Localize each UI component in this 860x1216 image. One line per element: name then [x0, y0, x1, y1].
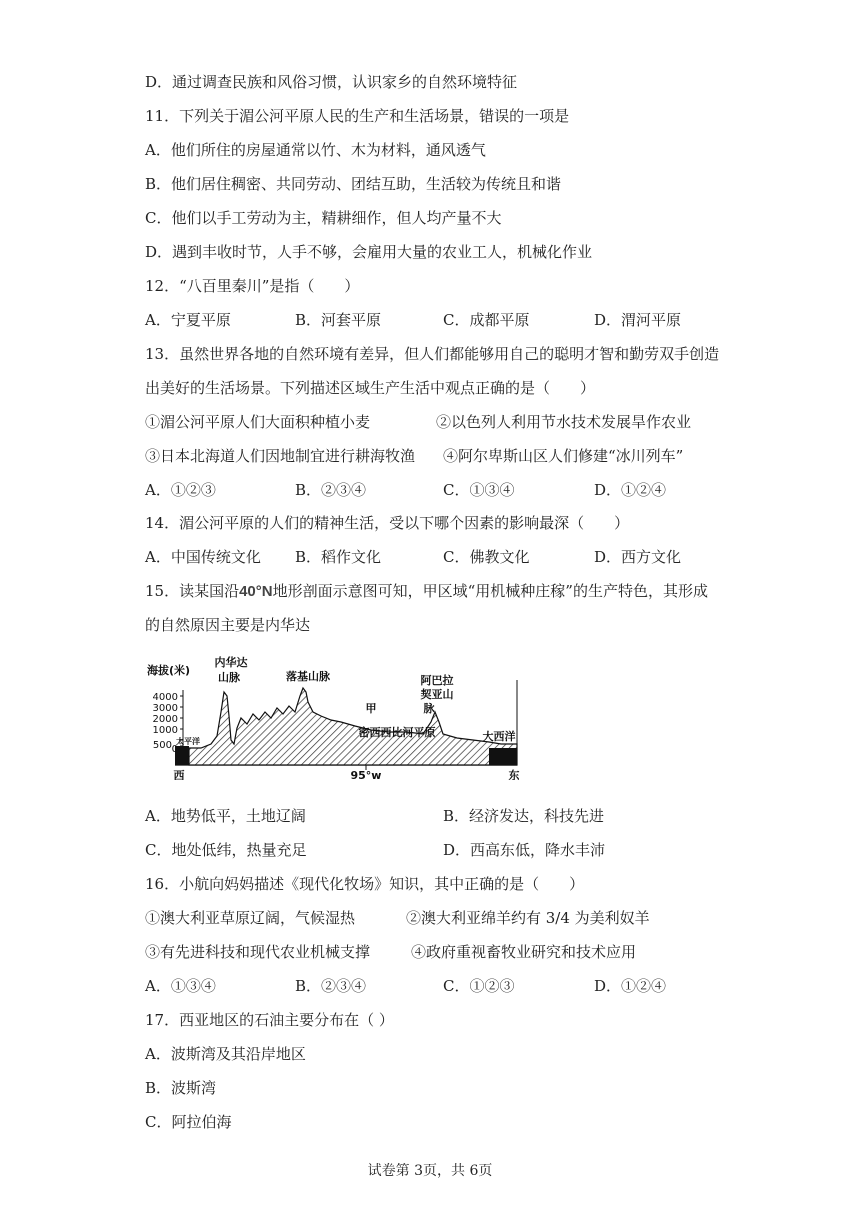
- y-tick-label: 3000: [152, 703, 178, 714]
- question-12-option: D．渭河平原: [594, 311, 682, 329]
- question-11-option-c: C．他们以手工劳动为主，精耕细作，但人均产量不大: [145, 209, 502, 227]
- pacific-label: 太平洋: [176, 737, 200, 746]
- question-15-option: A．地势低平，土地辽阔: [145, 807, 306, 825]
- question-16-option: C．①②③: [443, 977, 515, 995]
- question-16-option: D．①②④: [594, 977, 667, 995]
- y-tick-label: 2000: [152, 714, 178, 725]
- y-tick-label: 0: [171, 744, 178, 755]
- question-14-option: C．佛教文化: [443, 548, 530, 566]
- question-15-option: C．地处低纬，热量充足: [145, 841, 307, 859]
- mississippi-plain-label: 密西西比河平原: [358, 726, 436, 739]
- question-17-option-c: C．阿拉伯海: [145, 1113, 232, 1131]
- question-14-option: D．西方文化: [594, 548, 682, 566]
- question-11-stem: 11．下列关于湄公河平原人民的生产和生活场景，错误的一项是: [145, 107, 570, 125]
- appalachian-label: 契亚山: [420, 688, 454, 701]
- atlantic-label: 大西洋: [482, 730, 516, 743]
- question-16-statement: ④政府重视畜牧业研究和技术应用: [411, 943, 637, 961]
- question-13-stem: 13．虽然世界各地的自然环境有差异，但人们都能够用自己的聪明才智和勤劳双手创造: [145, 345, 720, 363]
- terrain-profile: [189, 688, 517, 765]
- question-15-stem-continued: 的自然原因主要是内华达: [145, 616, 311, 634]
- page-footer: 试卷第 3页，共 6页: [367, 1163, 493, 1179]
- question-17-stem: 17．西亚地区的石油主要分布在（ ）: [145, 1011, 394, 1029]
- question-17-option-b: B．波斯湾: [145, 1079, 217, 1097]
- question-12-option: B．河套平原: [295, 311, 382, 329]
- meridian-label: 95°w: [350, 769, 382, 780]
- question-15-stem-rest: 地形剖面示意图可知，甲区域“用机械种庄稼”的生产特色，其形成: [272, 582, 708, 600]
- terrain-profile-figure: [145, 652, 525, 780]
- question-15-option: D．西高东低，降水丰沛: [443, 841, 606, 859]
- question-13-statement: ③日本北海道人们因地制宜进行耕海牧渔: [145, 447, 416, 465]
- y-tick-label: 1000: [152, 725, 178, 736]
- question-16-option: B．②③④: [295, 977, 367, 995]
- question-11-option-b: B．他们居住稠密、共同劳动、团结互助，生活较为传统且和谐: [145, 175, 562, 193]
- appalachian-label: 阿巴拉: [420, 674, 454, 687]
- y-tick-label: 500: [152, 740, 172, 751]
- question-12-option: A．宁夏平原: [145, 311, 231, 329]
- question-16-statement: ③有先进科技和现代农业机械支撑: [145, 943, 371, 961]
- appalachian-label: 脉: [423, 702, 435, 715]
- y-tick-label: 4000: [152, 692, 178, 703]
- question-13-stem-continued: 出美好的生活场景。下列描述区域生产生活中观点正确的是（ ）: [145, 379, 596, 397]
- y-axis-label: 海拔(米): [147, 664, 191, 677]
- nevada-label: 山脉: [218, 671, 240, 684]
- question-13-option: A．①②③: [145, 481, 216, 499]
- question-16-statement: ②澳大利亚绵羊约有 3/4 为美利奴羊: [406, 909, 650, 927]
- question-11-option-a: A．他们所住的房屋通常以竹、木为材料，通风透气: [145, 141, 486, 159]
- question-13-statement: ④阿尔卑斯山区人们修建“冰川列车”: [443, 447, 684, 465]
- question-10-option-d: D．通过调查民族和风俗习惯，认识家乡的自然环境特征: [145, 73, 518, 91]
- west-label: 西: [173, 769, 185, 780]
- question-15-stem: [145, 581, 708, 602]
- question-14-stem: 14．湄公河平原的人们的精神生活，受以下哪个因素的影响最深（ ）: [145, 514, 630, 532]
- question-12-stem: 12．“八百里秦川”是指（ ）: [145, 277, 360, 295]
- region-jia-label: 甲: [365, 702, 377, 715]
- question-13-option: D．①②④: [594, 481, 667, 499]
- latitude-40n: 40°N: [239, 583, 273, 600]
- question-15-option: B．经济发达，科技先进: [443, 807, 605, 825]
- question-17-option-a: A．波斯湾及其沿岸地区: [145, 1045, 306, 1063]
- rocky-mountains-label: 落基山脉: [286, 670, 330, 683]
- question-14-option: B．稻作文化: [295, 548, 382, 566]
- nevada-label: 内华达: [214, 656, 248, 669]
- question-15-stem-start: 15．读某国沿: [145, 582, 240, 600]
- question-16-option: A．①③④: [145, 977, 216, 995]
- atlantic-ocean-block: [489, 748, 517, 765]
- question-11-option-d: D．遇到丰收时节，人手不够，会雇用大量的农业工人，机械化作业: [145, 243, 593, 261]
- question-13-statement: ②以色列人利用节水技术发展旱作农业: [436, 413, 692, 431]
- question-13-statement: ①湄公河平原人们大面积种植小麦: [145, 413, 371, 431]
- question-13-option: C．①③④: [443, 481, 515, 499]
- question-16-stem: 16．小航向妈妈描述《现代化牧场》知识，其中正确的是（ ）: [145, 875, 585, 893]
- question-13-option: B．②③④: [295, 481, 367, 499]
- question-12-option: C．成都平原: [443, 311, 530, 329]
- east-label: 东: [508, 769, 520, 780]
- question-14-option: A．中国传统文化: [145, 548, 261, 566]
- question-16-statement: ①澳大利亚草原辽阔，气候湿热: [145, 909, 356, 927]
